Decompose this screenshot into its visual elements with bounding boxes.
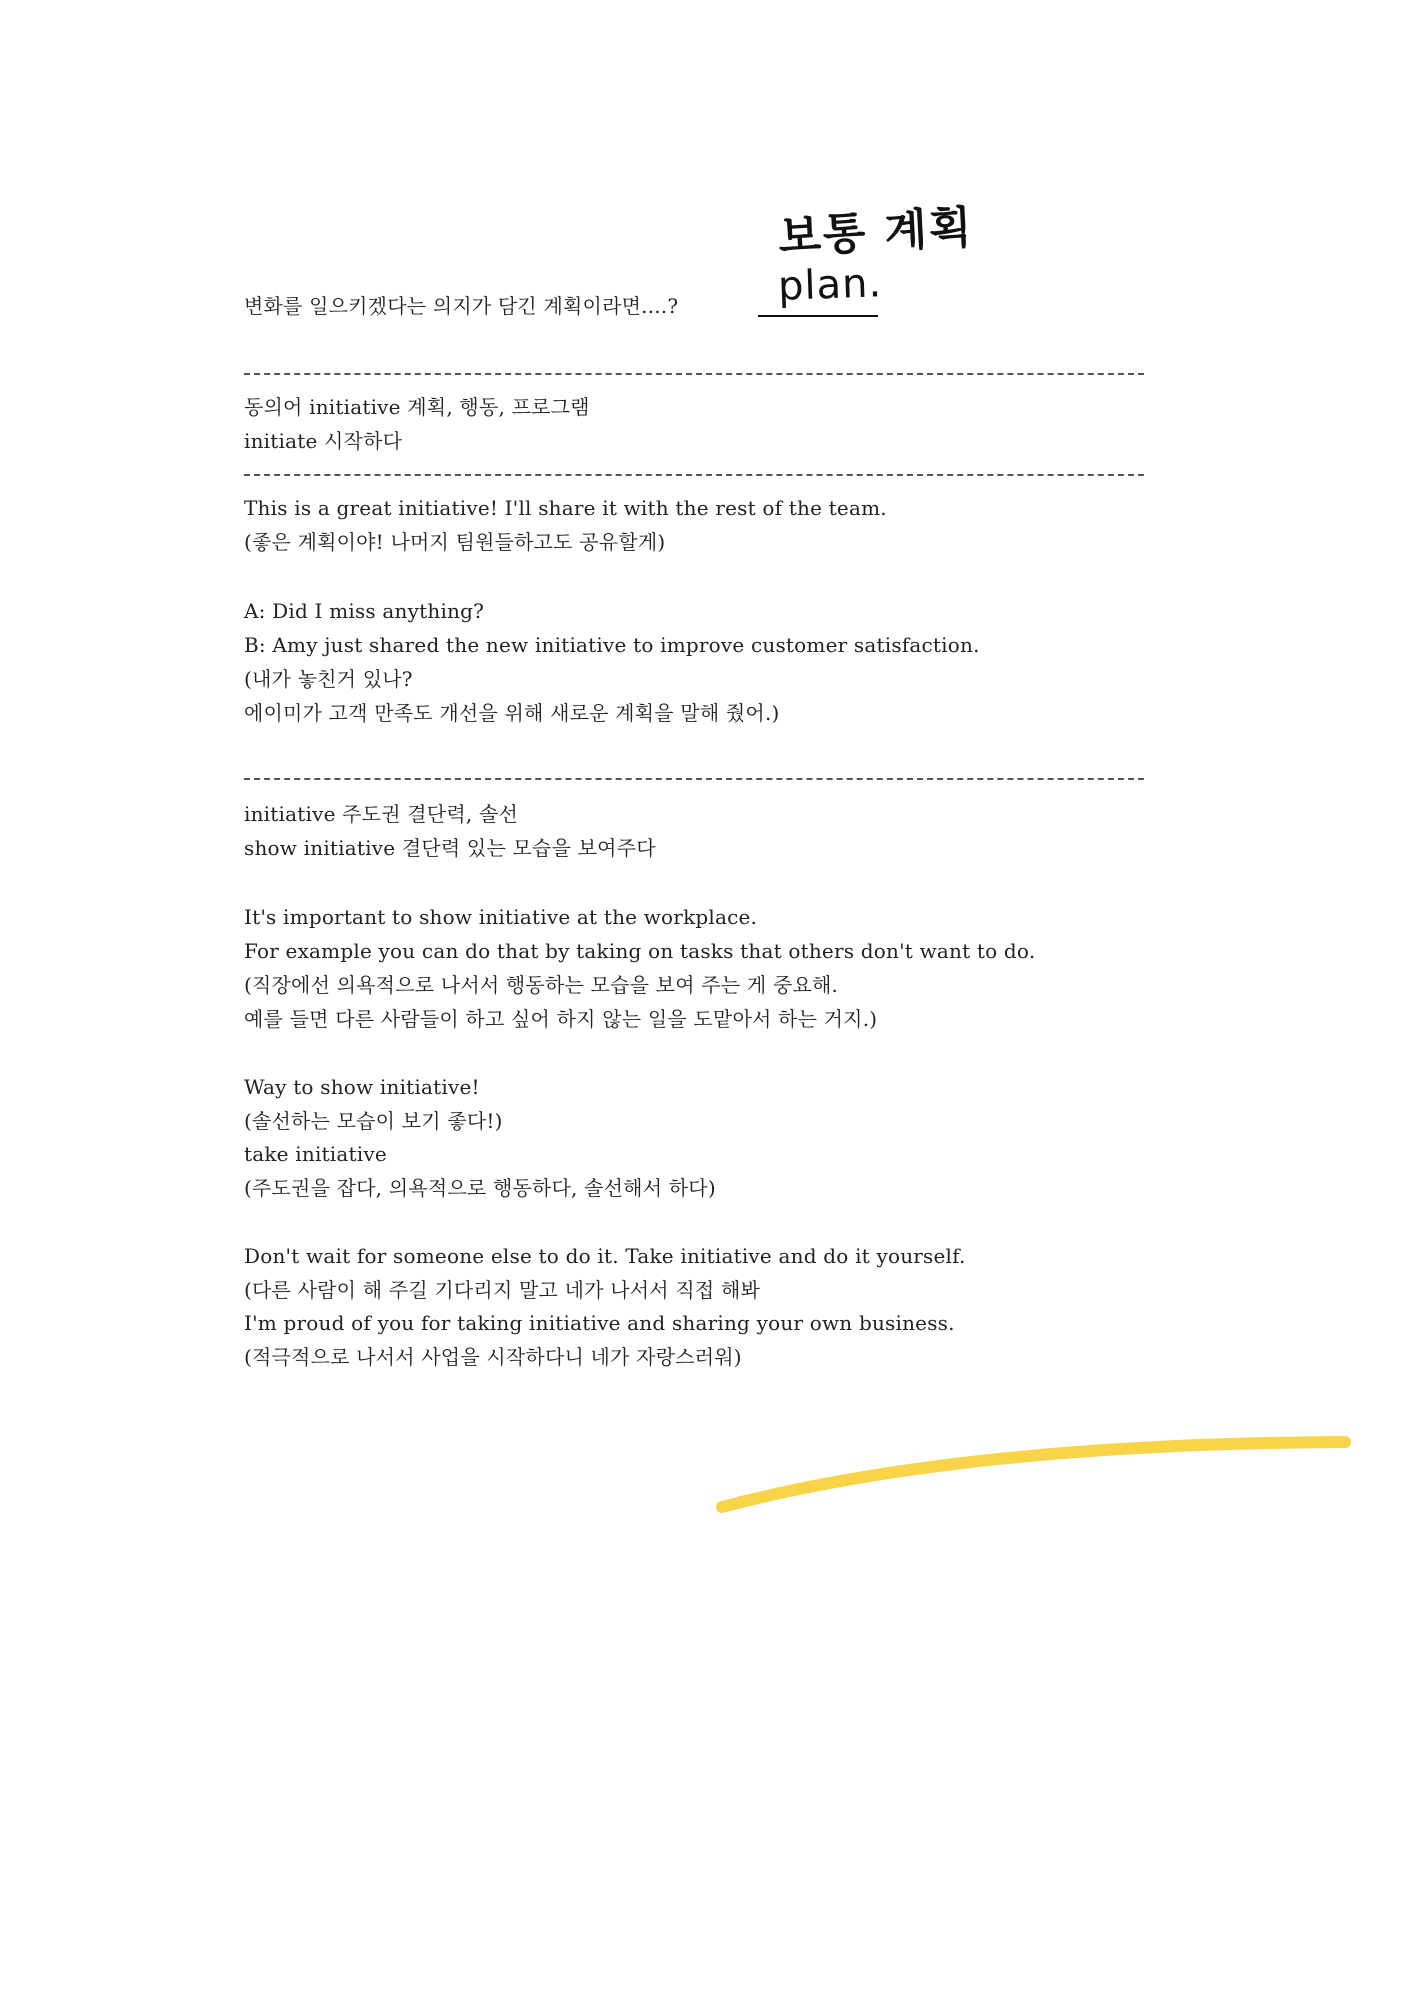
example-1-korean: (좋은 계획이야! 나머지 팀원들하고도 공유할게) — [244, 530, 666, 554]
example-dont-wait-korean: (다른 사람이 해 주길 기다리지 말고 네가 나서서 직접 해봐 — [244, 1278, 760, 1302]
example-workplace-korean-2: 예를 들면 다른 사람들이 하고 싶어 하지 않는 일을 도맡아서 하는 거지.) — [244, 1007, 878, 1031]
take-initiative-korean: (주도권을 잡다, 의욕적으로 행동하다, 솔선해서 하다) — [244, 1176, 716, 1200]
example-proud-english: I'm proud of you for taking initiative and sharing your own business. — [244, 1311, 955, 1335]
take-initiative-term: take initiative — [244, 1142, 387, 1166]
handwritten-plan-note: plan. — [777, 260, 883, 310]
example-way-english: Way to show initiative! — [244, 1075, 480, 1099]
dialogue-korean-1: (내가 놓친거 있나? — [244, 667, 413, 691]
intro-question: 변화를 일으키겠다는 의지가 담긴 계획이라면....? — [244, 294, 679, 318]
example-workplace-english-1: It's important to show initiative at the workplace. — [244, 905, 758, 929]
definition-initiative: initiative 주도권 결단력, 솔선 — [244, 802, 518, 826]
dialogue-b: B: Amy just shared the new initiative to improve customer satisfaction. — [244, 633, 980, 657]
example-workplace-english-2: For example you can do that by taking on tasks that others don't want to do. — [244, 939, 1036, 963]
example-way-korean: (솔선하는 모습이 보기 좋다!) — [244, 1109, 503, 1133]
dialogue-a: A: Did I miss anything? — [244, 599, 485, 623]
example-dont-wait-english: Don't wait for someone else to do it. Take initiative and do it yourself. — [244, 1244, 966, 1268]
example-1-english: This is a great initiative! I'll share it with the rest of the team. — [244, 496, 887, 520]
initiate-line: initiate 시작하다 — [244, 429, 403, 453]
synonym-line: 동의어 initiative 계획, 행동, 프로그램 — [244, 395, 590, 419]
example-workplace-korean-1: (직장에선 의욕적으로 나서서 행동하는 모습을 보여 주는 게 중요해. — [244, 973, 839, 997]
handwritten-korean-note: 보통 계획 — [777, 201, 975, 264]
definition-show-initiative: show initiative 결단력 있는 모습을 보여주다 — [244, 836, 656, 860]
example-proud-korean: (적극적으로 나서서 사업을 시작하다니 네가 자랑스러워) — [244, 1345, 742, 1369]
dialogue-korean-2: 에이미가 고객 만족도 개선을 위해 새로운 계획을 말해 줬어.) — [244, 701, 780, 725]
